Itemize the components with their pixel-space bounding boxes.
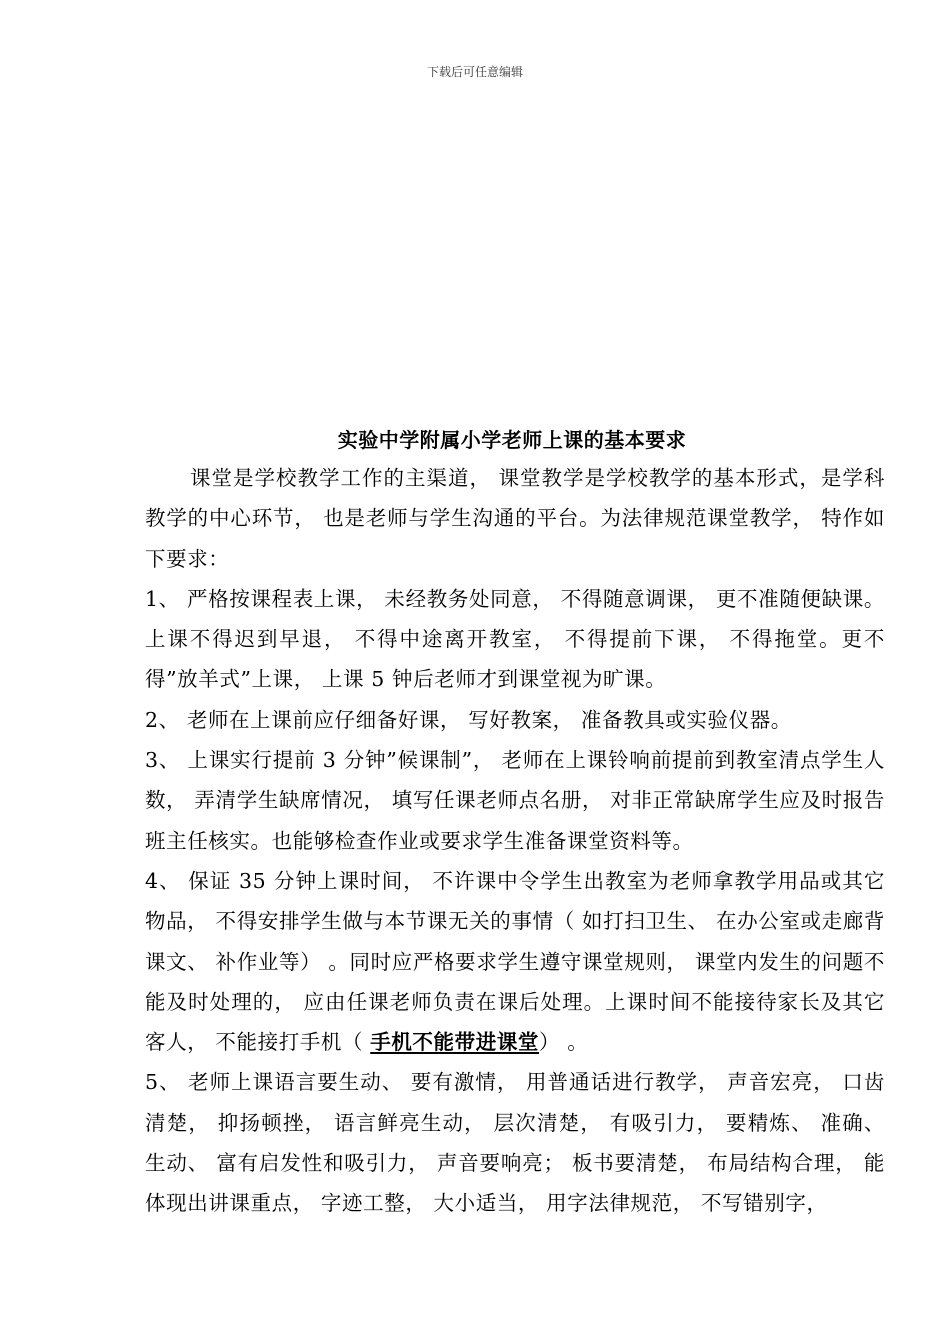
requirement-item-5: 5、 老师上课语言要生动、 要有激情， 用普通话进行教学， 声音宏亮， 口齿清楚， 抑扬顿挫， 语言鲜亮生动， 层次清楚， 有吸引力， 要精炼、 准确、 生动、 富有启发性和吸引力， 声音要响亮； 板书要清楚， 布局结构合理， 能体现出讲课重点， 字迹工整， 大小适当， 用字法律规范， 不写错别字，: [145, 1070, 885, 1216]
page-header-note: 下载后可任意编辑: [426, 65, 523, 79]
requirement-item-4-tail: ） 。: [539, 1030, 589, 1055]
requirement-item-4: [145, 861, 885, 1062]
requirement-item-1: 1、 严格按课程表上课， 未经教务处同意， 不得随意调课， 更不准随便缺课。上课不得迟到早退， 不得中途离开教室， 不得提前下课， 不得拖堂。更不得”放羊式”上课， 上课 5 钟后老师才到课堂视为旷课。: [145, 586, 885, 692]
document-title: 实验中学附属小学老师上课的基本要求: [337, 428, 687, 452]
requirement-item-4-text: 4、 保证 35 分钟上课时间， 不许课中令学生出教室为老师拿教学用品或其它物品， 不得安排学生做与本节课无关的事情（ 如打扫卫生、 在办公室或走廊背课文、 补作业等） 。同时应严格要求学生遵守课堂规则， 课堂内发生的问题不能及时处理的， 应由任课老师负责在课后处理。上课时间不能接待家长及其它客人， 不能接打手机（: [145, 868, 885, 1055]
phone-ban-emphasis: 手机不能带进课堂: [370, 1030, 540, 1055]
requirement-item-3: 3、 上课实行提前 3 分钟”候课制”， 老师在上课铃响前提前到教室清点学生人数， 弄清学生缺席情况， 填写任课老师点名册， 对非正常缺席学生应及时报告班主任核实。也能够检查作业或要求学生准备课堂资料等。: [145, 748, 885, 853]
intro-paragraph: 课堂是学校教学工作的主渠道， 课堂教学是学校教学的基本形式，是学科教学的中心环节， 也是老师与学生沟通的平台。为法律规范课堂教学， 特作如下要求：: [145, 466, 885, 571]
requirement-item-2: 2、 老师在上课前应仔细备好课， 写好教案， 准备教具或实验仪器。: [145, 707, 792, 732]
document-body: [145, 458, 885, 1224]
